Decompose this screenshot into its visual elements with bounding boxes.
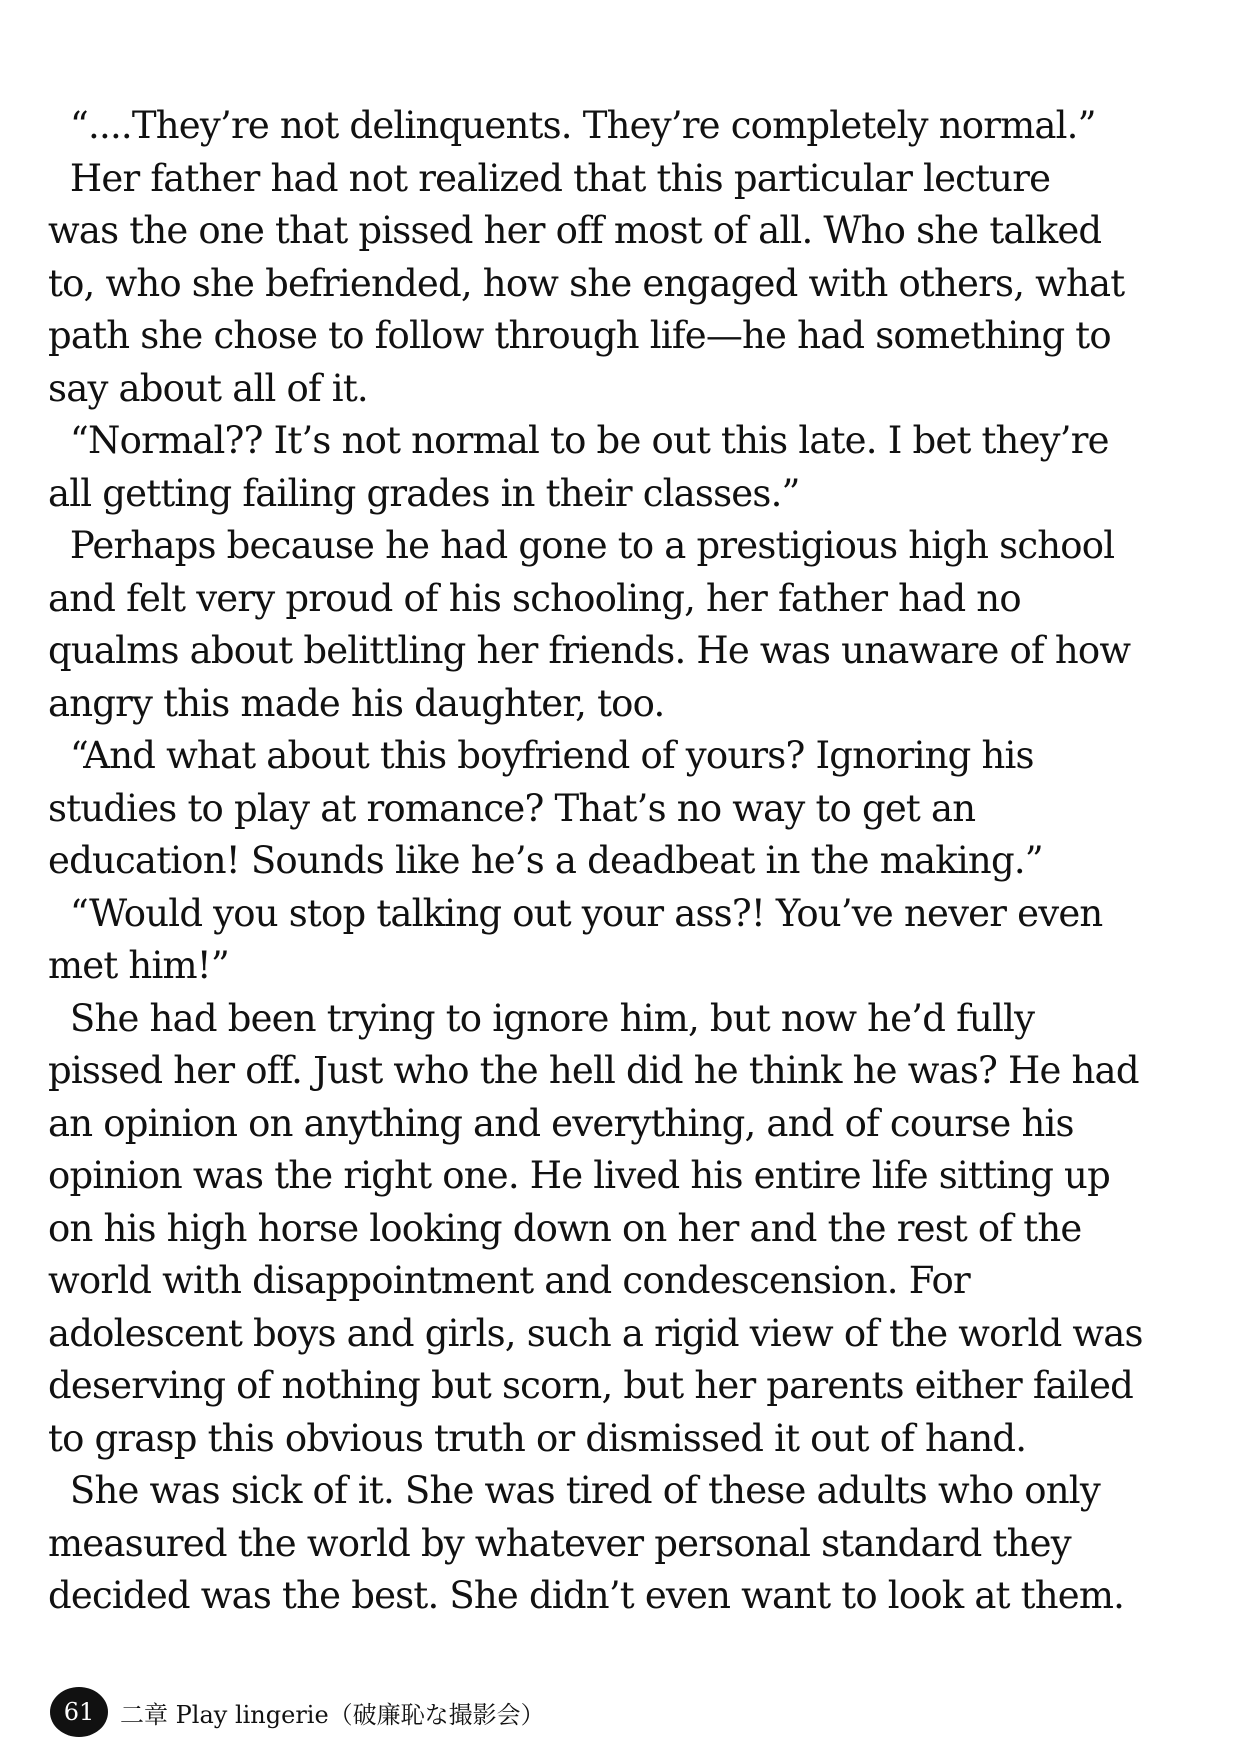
text-line: was the one that pissed her off most of all. Who she talked — [48, 209, 1102, 252]
text-line: She had been trying to ignore him, but now he’d fully — [48, 996, 1035, 1040]
text-line: “Would you stop talking out your ass?! You’ve never even — [48, 891, 1103, 935]
text-line: deserving of nothing but scorn, but her parents either failed — [48, 1364, 1134, 1407]
text-line: “....They’re not delinquents. They’re completely normal.” — [48, 104, 1096, 147]
text-line: Perhaps because he had gone to a prestigious high school — [48, 524, 1115, 567]
text-line: to, who she befriended, how she engaged with others, what — [48, 261, 1125, 305]
text-line: “Normal?? It’s not normal to be out this late. I bet they’re — [48, 419, 1109, 462]
text-line: path she chose to follow through life—he had something to — [48, 314, 1111, 357]
text-line: to grasp this obvious truth or dismissed it out of hand. — [48, 1416, 1027, 1460]
text-line: qualms about belittling her friends. He was unaware of how — [48, 629, 1131, 672]
text-line: world with disappointment and condescension. For — [48, 1259, 970, 1302]
text-line: adolescent boys and girls, such a rigid view of the world was — [48, 1311, 1143, 1355]
text-line: measured the world by whatever personal standard they — [48, 1521, 1071, 1565]
text-line: and felt very proud of his schooling, her father had no — [48, 576, 1021, 620]
text-line: studies to play at romance? That’s no way to get an — [48, 786, 976, 830]
chapter-label: 二章 Play lingerie（破廉恥な撮影会） — [120, 1700, 545, 1729]
page-number: 61 — [50, 1687, 108, 1737]
page-footer — [50, 1687, 545, 1737]
text-line: all getting failing grades in their classes.” — [48, 471, 800, 515]
text-line: decided was the best. She didn’t even want to look at them. — [48, 1574, 1125, 1617]
text-line: opinion was the right one. He lived his entire life sitting up — [48, 1154, 1110, 1197]
body-text — [48, 100, 1208, 1623]
text-line: education! Sounds like he’s a deadbeat in the making.” — [48, 839, 1043, 882]
text-line: on his high horse looking down on her and the rest of the — [48, 1206, 1082, 1250]
text-line: an opinion on anything and everything, and of course his — [48, 1101, 1074, 1145]
text-line: met him!” — [48, 944, 229, 987]
text-line: She was sick of it. She was tired of these adults who only — [48, 1469, 1100, 1512]
text-line: angry this made his daughter, too. — [48, 681, 665, 725]
text-line: “And what about this boyfriend of yours? Ignoring his — [48, 734, 1034, 777]
text-line: say about all of it. — [48, 366, 368, 410]
text-line: pissed her off. Just who the hell did he think he was? He had — [48, 1049, 1139, 1092]
text-line: Her father had not realized that this particular lecture — [48, 156, 1051, 200]
